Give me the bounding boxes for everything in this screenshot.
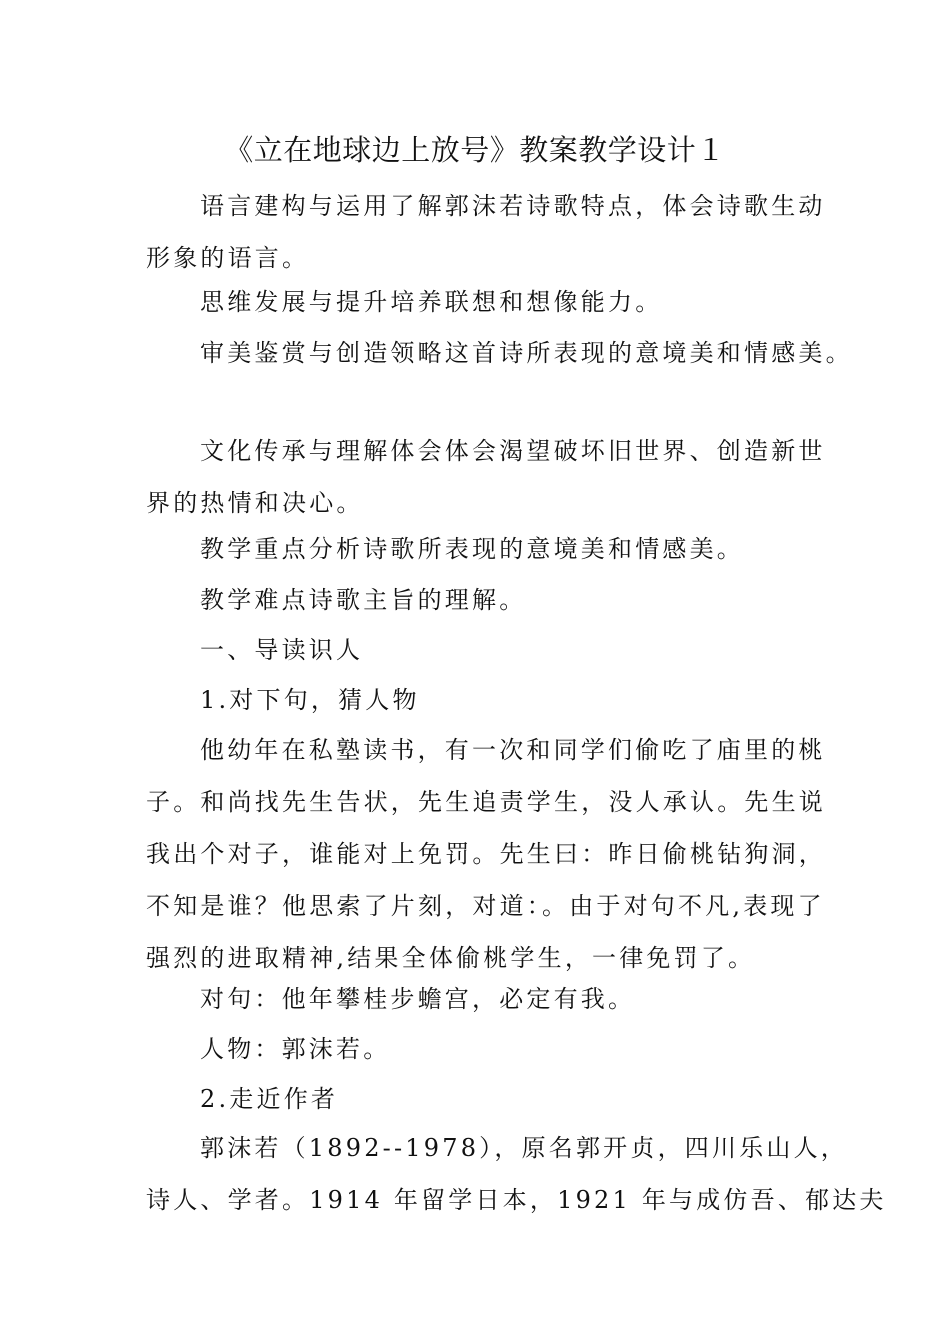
paragraph-line: 2.走近作者 <box>200 1085 339 1113</box>
paragraph-difficulty <box>146 574 826 626</box>
paragraph-line: 强烈的进取精神,结果全体偷桃学生，一律免罚了。 <box>146 944 756 972</box>
paragraph-line: 审美鉴赏与创造领略这首诗所表现的意境美和情感美。 <box>200 339 853 367</box>
paragraph-line: 他幼年在私塾读书，有一次和同学们偷吃了庙里的桃 <box>200 736 826 764</box>
paragraph-author-bio <box>146 1122 887 1226</box>
paragraph-line: 人物：郭沫若。 <box>200 1035 391 1063</box>
section-heading-intro <box>146 624 826 676</box>
paragraph-line: 我出个对子，谁能对上免罚。先生曰：昨日偷桃钻狗洞， <box>146 840 826 868</box>
paragraph-couplet-answer <box>146 973 826 1025</box>
paragraph-line: 对句：他年攀桂步蟾宫，必定有我。 <box>200 985 636 1013</box>
paragraph-thinking <box>146 276 826 328</box>
paragraph-line: 一、导读识人 <box>200 636 364 664</box>
paragraph-line: 不知是谁？他思索了片刻，对道：。由于对句不凡,表现了 <box>146 892 825 920</box>
subheading-author <box>146 1073 826 1125</box>
paragraph-language <box>146 180 826 284</box>
paragraph-line: 教学难点诗歌主旨的理解。 <box>200 586 527 614</box>
paragraph-line: 界的热情和决心。 <box>146 489 364 517</box>
paragraph-person <box>146 1023 826 1075</box>
paragraph-line: 郭沫若（1892--1978），原名郭开贞，四川乐山人， <box>200 1134 848 1162</box>
paragraph-line: 诗人、学者。1914 年留学日本，1921 年与成仿吾、郁达夫 <box>146 1186 887 1214</box>
paragraph-story <box>146 724 826 984</box>
paragraph-aesthetics <box>146 327 853 379</box>
paragraph-line: 子。和尚找先生告状，先生追责学生，没人承认。先生说 <box>146 788 826 816</box>
paragraph-line: 文化传承与理解体会体会渴望破坏旧世界、创造新世 <box>200 437 826 465</box>
subheading-couplet <box>146 674 826 726</box>
paragraph-key-point <box>146 523 826 575</box>
paragraph-line: 语言建构与运用了解郭沫若诗歌特点，体会诗歌生动 <box>200 192 826 220</box>
paragraph-line: 思维发展与提升培养联想和想像能力。 <box>200 288 663 316</box>
paragraph-line: 形象的语言。 <box>146 244 310 272</box>
paragraph-culture <box>146 425 826 529</box>
document-title: 《立在地球边上放号》教案教学设计１ <box>224 133 726 167</box>
paragraph-line: 1.对下句，猜人物 <box>200 686 420 714</box>
paragraph-line: 教学重点分析诗歌所表现的意境美和情感美。 <box>200 535 744 563</box>
